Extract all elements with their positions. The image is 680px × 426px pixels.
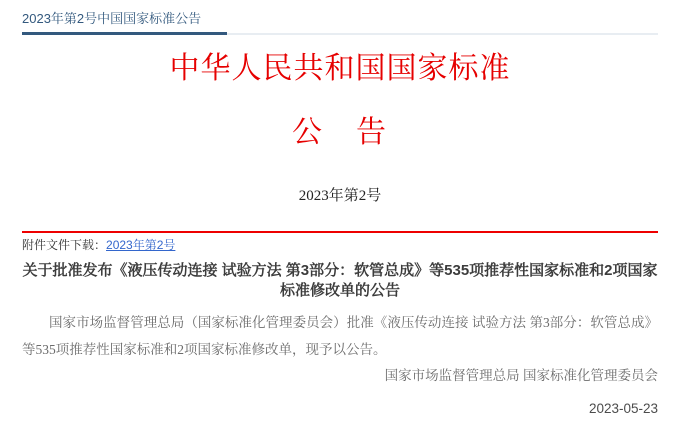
page-header [22, 0, 658, 35]
breadcrumb: 2023年第2号中国国家标准公告 [22, 8, 227, 35]
document-subtitle: 公 告 [292, 115, 388, 149]
red-divider [22, 231, 658, 233]
attachment-row [22, 237, 658, 253]
announcement-heading: 关于批准发布《液压传动连接 试验方法 第3部分：软管总成》等535项推荐性国家标准和2项国家标准修改单的公告 [22, 261, 658, 299]
attachment-label: 附件文件下载： [22, 237, 107, 252]
publish-date: 2023-05-23 [588, 400, 658, 416]
issue-number: 2023年第2号 [298, 187, 382, 204]
document-title: 中华人民共和国国家标准 [169, 51, 511, 85]
announcement-body: 国家市场监督管理总局（国家标准化管理委员会）批准《液压传动连接 试验方法 第3部分：软管总成》等535项推荐性国家标准和2项国家标准修改单，现予以公告。 [22, 314, 658, 357]
issuer: 国家市场监督管理总局 国家标准化管理委员会 [384, 367, 658, 383]
attachment-link[interactable]: 2023年第2号 [106, 237, 176, 252]
document-body [22, 51, 658, 417]
